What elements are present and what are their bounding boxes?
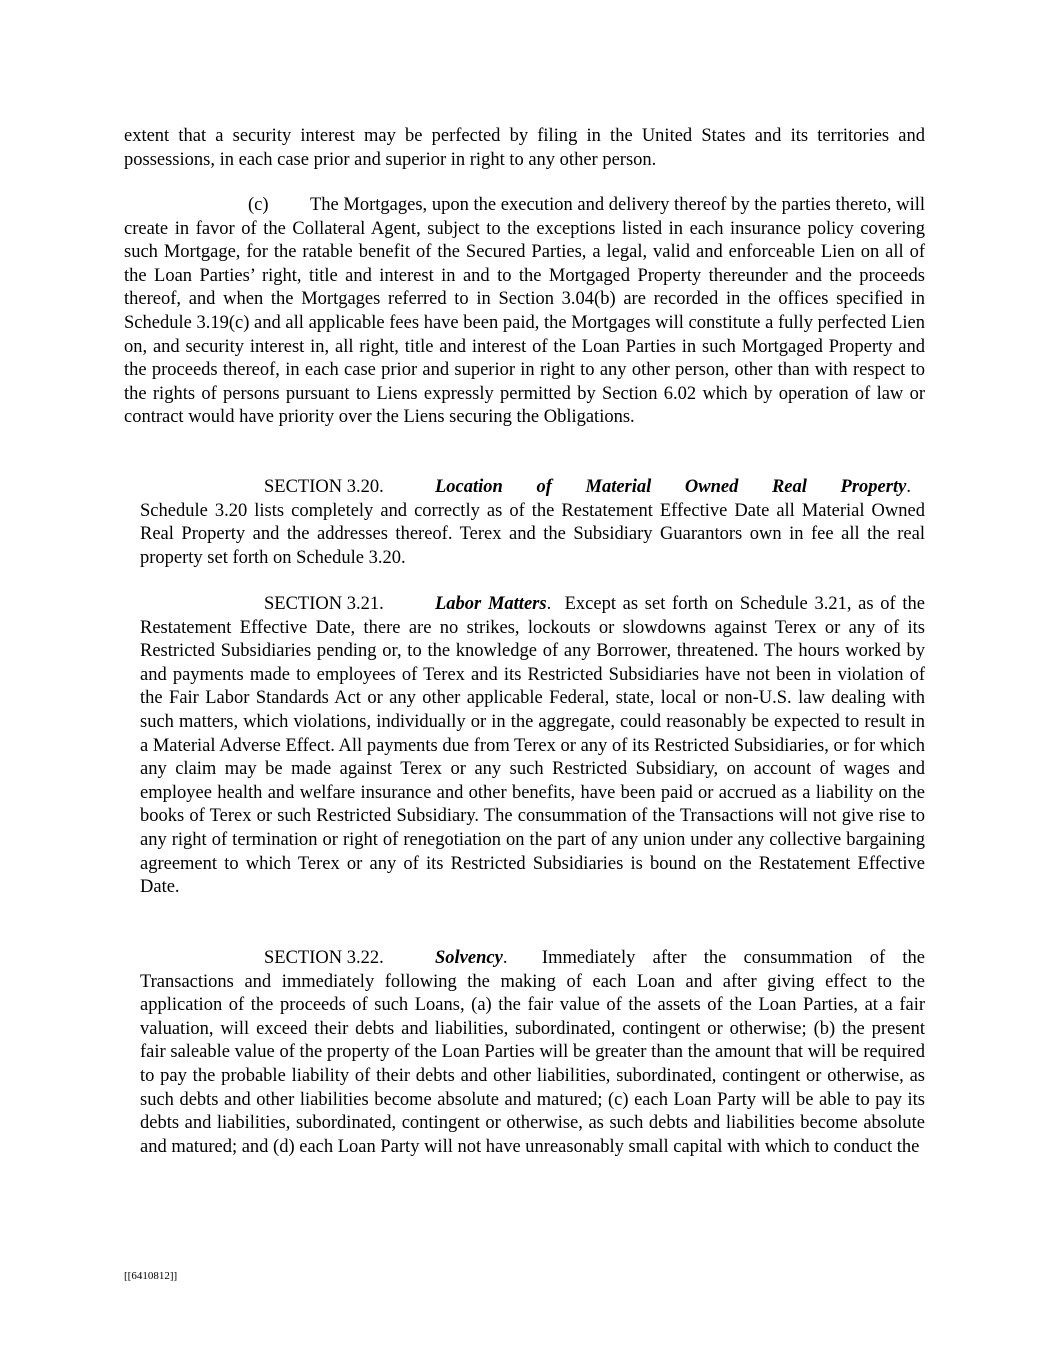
clause-c-paragraph xyxy=(124,194,925,430)
section-3-21-number: SECTION 3.21. xyxy=(264,594,384,614)
continuation-paragraph xyxy=(124,125,925,172)
section-3-20-paragraph: SECTION 3.20. Location of Material Owned Real Property. Schedule 3.20 lists completely and correctly as of the Restatement Effective Date all Material Owned Real Property and the addresses thereof. Terex and the Subsidiary Guarantors own in fee all the real property set forth on Schedule 3.20. xyxy=(140,477,925,568)
section-3-20-text: Schedule 3.20 lists completely and correctly as of the Restatement Effective Date all Material Owned Real Property and the addresses thereof. Terex and the Subsidiary Guarantors own in fee all the real property set forth on Schedule 3.20. xyxy=(140,500,925,568)
continuation-text: extent that a security interest may be perfected by filing in the United States and its territories and possessions, in each case prior and superior in right to any other person. xyxy=(124,126,925,170)
section-3-20-number: SECTION 3.20. xyxy=(264,477,384,497)
section-3-22-paragraph: SECTION 3.22. Solvency. Immediately after the consummation of the Transactions and immediately following the making of each Loan and after giving effect to the application of the proceeds of such Loans, (a) the fair value of the assets of the Loan Parties, at a fair valuation, will exceed their debts and liabilities, subordinated, contingent or otherwise; (b) the present fair saleable value of the property of the Loan Parties will be greater than the amount that will be required to pay the probable liability of their debts and other liabilities, subordinated, contingent or otherwise, as such debts and other liabilities become absolute and matured; (c) each Loan Party will be able to pay its debts and liabilities, subordinated, contingent or otherwise, as such debts and liabilities become absolute and matured; and (d) each Loan Party will not have unreasonably small capital with which to conduct the xyxy=(140,948,925,1157)
clause-c-text: The Mortgages, upon the execution and delivery thereof by the parties thereto, will create in favor of the Collateral Agent, subject to the exceptions listed in each insurance policy covering such Mortgage, for the ratable benefit of the Secured Parties, a legal, valid and enforceable Lien on all of the Loan Parties’ right, title and interest in and to the Mortgaged Property thereunder and the proceeds thereof, and when the Mortgages referred to in Section 3.04(b) are recorded in the offices specified in Schedule 3.19(c) and all applicable fees have been paid, the Mortgages will constitute a fully perfected Lien on, and security interest in, all right, title and interest of the Loan Parties in such Mortgaged Property and the proceeds thereof, in each case prior and superior in right to any other person, other than with respect to the rights of persons pursuant to Liens expressly permitted by Section 6.02 which by operation of law or contract would have priority over the Liens securing the Obligations. xyxy=(124,195,925,428)
section-3-21-paragraph: SECTION 3.21. Labor Matters. Except as set forth on Schedule 3.21, as of the Restatement Effective Date, there are no strikes, lockouts or slowdowns against Terex or any of its Restricted Subsidiaries pending or, to the knowledge of any Borrower, threatened. The hours worked by and payments made to employees of Terex and its Restricted Subsidiaries have not been in violation of the Fair Labor Standards Act or any other applicable Federal, state, local or non-U.S. law dealing with such matters, which violations, individually or in the aggregate, could reasonably be expected to result in a Material Adverse Effect. All payments due from Terex or any of its Restricted Subsidiaries, or for which any claim may be made against Terex or any such Restricted Subsidiary, on account of wages and employee health and welfare insurance and other benefits, have been paid or accrued as a liability on the books of Terex or such Restricted Subsidiary. The consummation of the Transactions will not give rise to any right of termination or right of renegotiation on the part of any union under any collective bargaining agreement to which Terex or any of its Restricted Subsidiaries is bound on the Restatement Effective Date. xyxy=(140,594,926,898)
section-3-22-number: SECTION 3.22. xyxy=(264,948,384,968)
clause-c-label: (c) xyxy=(248,195,269,215)
document-id-footer: [[6410812]] xyxy=(124,1270,178,1282)
section-3-21-title: Labor Matters xyxy=(435,594,547,614)
section-3-22-text: Immediately after the consummation of the Transactions and immediately following the making of each Loan and after giving effect to the application of the proceeds of such Loans, (a) the fair value of the assets of the Loan Parties, at a fair valuation, will exceed their debts and liabilities, subordinated, contingent or otherwise; (b) the present fair saleable value of the property of the Loan Parties will be greater than the amount that will be required to pay the probable liability of their debts and other liabilities, subordinated, contingent or otherwise, as such debts and other liabilities become absolute and matured; (c) each Loan Party will be able to pay its debts and liabilities, subordinated, contingent or otherwise, as such debts and liabilities become absolute and matured; and (d) each Loan Party will not have unreasonably small capital with which to conduct the xyxy=(140,948,925,1157)
section-3-21-text: Except as set forth on Schedule 3.21, as of the Restatement Effective Date, there are no strikes, lockouts or slowdowns against Terex or any of its Restricted Subsidiaries pending or, to the knowledge of any Borrower, threatened. The hours worked by and payments made to employees of Terex and its Restricted Subsidiaries have not been in violation of the Fair Labor Standards Act or any other applicable Federal, state, local or non-U.S. law dealing with such matters, which violations, individually or in the aggregate, could reasonably be expected to result in a Material Adverse Effect. All payments due from Terex or any of its Restricted Subsidiaries, or for which any claim may be made against Terex or any such Restricted Subsidiary, on account of wages and employee health and welfare insurance and other benefits, have been paid or accrued as a liability on the books of Terex or such Restricted Subsidiary. The consummation of the Transactions will not give rise to any right of termination or right of renegotiation on the part of any union under any collective bargaining agreement to which Terex or any of its Restricted Subsidiaries is bound on the Restatement Effective Date. xyxy=(140,594,926,898)
section-3-22-title: Solvency xyxy=(435,948,503,968)
section-3-20-title: Location of Material Owned Real Property xyxy=(435,477,907,497)
